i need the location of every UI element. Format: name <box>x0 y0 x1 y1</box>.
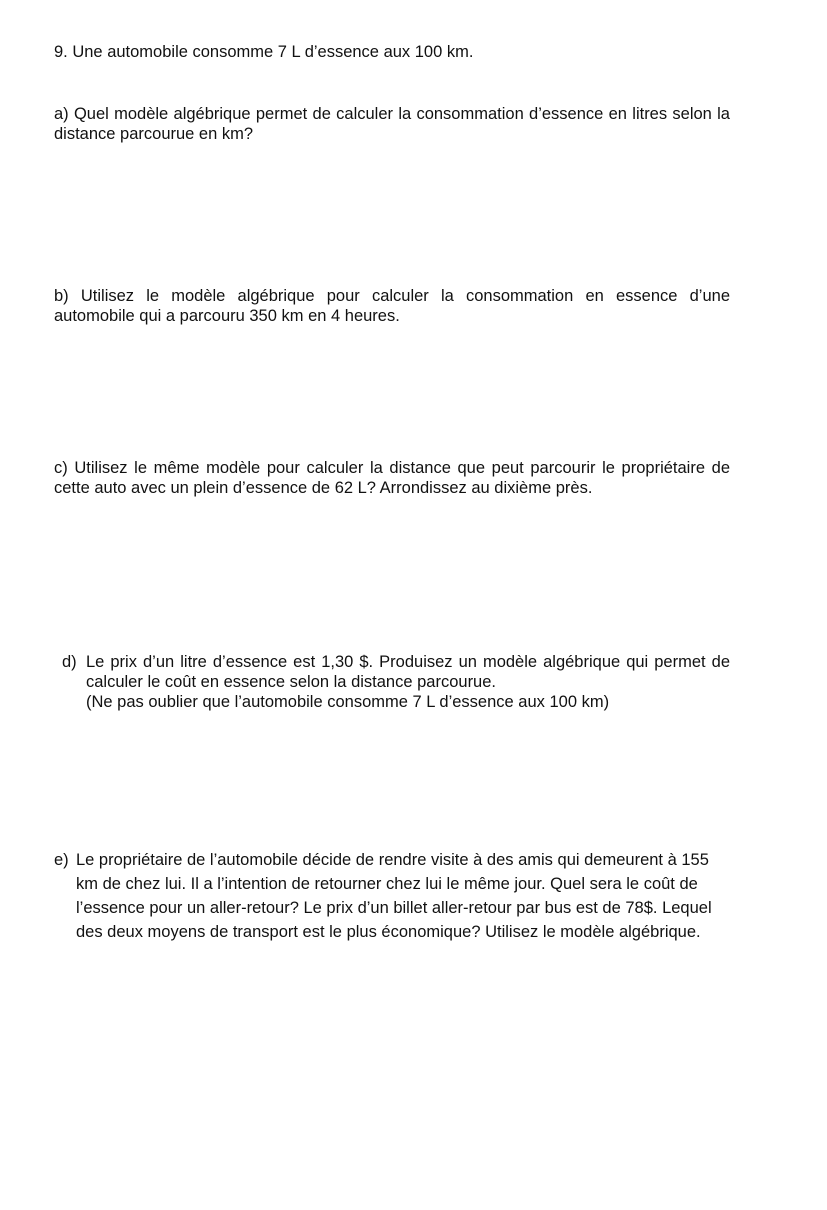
question-e <box>54 848 730 944</box>
question-b <box>54 286 730 326</box>
question-d <box>54 652 730 712</box>
question-c-label: c) <box>54 459 68 477</box>
question-d-note: (Ne pas oublier que l’automobile consomme 7 L d’essence aux 100 km) <box>86 693 610 711</box>
question-b-text: Utilisez le modèle algébrique pour calculer la consommation en essence d’une automobile qui a parcouru 350 km en 4 heures. <box>54 287 730 325</box>
question-e-label: e) <box>54 851 69 869</box>
question-d-body <box>86 652 730 712</box>
question-a-label: a) <box>54 105 69 123</box>
question-c <box>54 458 730 498</box>
question-a <box>54 104 730 144</box>
question-c-text: Utilisez le même modèle pour calculer la distance que peut parcourir le propriétaire de cette auto avec un plein d’essence de 62 L? Arrondissez au dixième près. <box>54 459 730 497</box>
exercise-title: 9. Une automobile consomme 7 L d’essence aux 100 km. <box>54 43 474 61</box>
question-d-text: Le prix d’un litre d’essence est 1,30 $. Produisez un modèle algébrique qui permet de calculer le coût en essence selon la distance parcourue. <box>86 653 730 691</box>
question-e-text: Le propriétaire de l’automobile décide de rendre visite à des amis qui demeurent à 155 km de chez lui. Il a l’intention de retourner chez lui le même jour. Quel sera le coût de l’essence pour un aller-retour? Le prix d’un billet aller-retour par bus est de 78$. Lequel des deux moyens de transport est le plus économique? Utilisez le modèle algébrique. <box>76 851 712 941</box>
question-b-label: b) <box>54 287 69 305</box>
question-a-text: Quel modèle algébrique permet de calculer la consommation d’essence en litres selon la distance parcourue en km? <box>54 105 730 143</box>
question-d-label: d) <box>62 653 77 671</box>
